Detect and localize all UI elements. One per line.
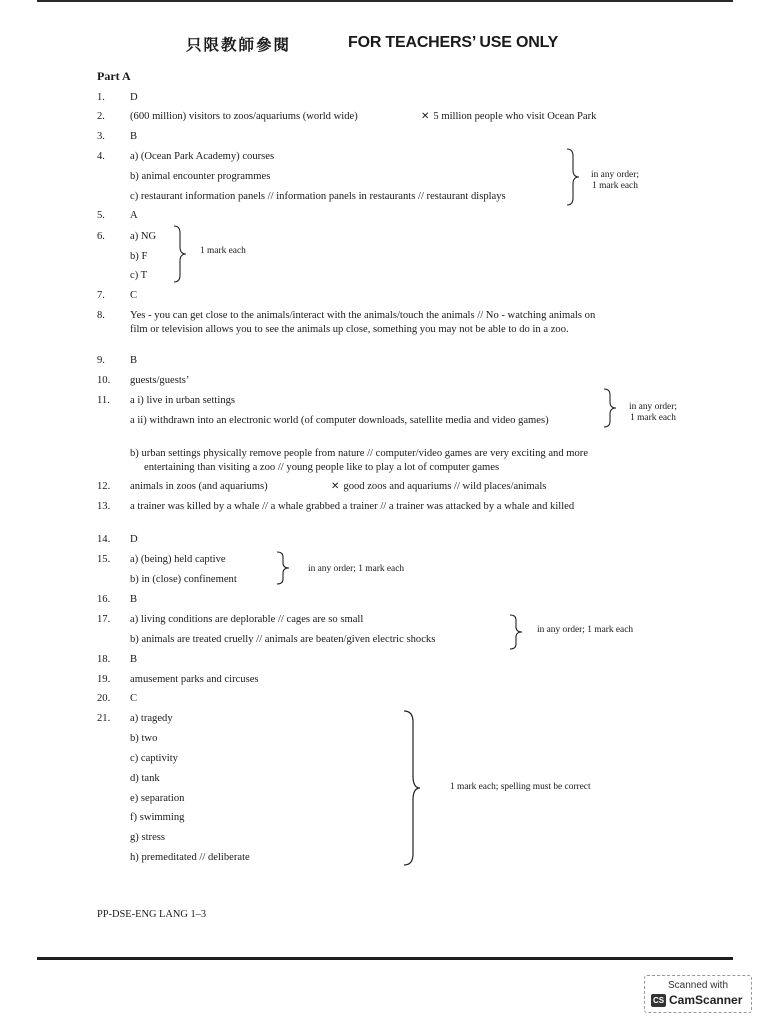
right-curly-brace-icon (173, 225, 187, 283)
marking-note (308, 564, 404, 575)
right-curly-brace-icon (403, 710, 421, 866)
rejected-answer-text: 5 million people who visit Ocean Park (433, 111, 597, 122)
answer-text: B (130, 355, 138, 366)
question-number: 4. (97, 151, 105, 162)
marking-note-text: in any order; 1 mark each (537, 625, 634, 635)
page-header (0, 33, 768, 57)
answer-text: a trainer was killed by a whale // a whale grabbed a trainer // a trainer was attacked by a whale and killed (130, 501, 575, 512)
camscanner-name: CamScanner (669, 993, 743, 1007)
question-number: 9. (97, 355, 105, 366)
answer-text: a) (Ocean Park Academy) courses (130, 151, 275, 162)
right-curly-brace-icon (566, 148, 580, 206)
rejected-answer-text: good zoos and aquariums // wild places/animals (343, 481, 547, 492)
question-number: 16. (97, 594, 111, 605)
question-number: 14. (97, 534, 111, 545)
answer-text: a) NG (130, 231, 157, 242)
marking-note (450, 782, 591, 793)
answer-text: Yes - you can get close to the animals/interact with the animals/touch the animals // No - watching animals on film or television allows you to see the animals up close, something you may not be able to do in a zoo. (130, 310, 596, 335)
answer-text: a) (being) held captive (130, 554, 226, 565)
answer-text: c) captivity (130, 753, 178, 764)
answer-text: b) animal encounter programmes (130, 171, 271, 182)
rejected-answer (421, 110, 596, 124)
scanned-with-label: Scanned with (667, 980, 729, 991)
question-number: 2. (97, 111, 105, 122)
question-number: 7. (97, 290, 105, 301)
answer-text: b) urban settings physically remove people from nature // computer/video games are very exciting and more entertaining than visiting a zoo // young people like to play a lot of computer games (130, 448, 589, 473)
marking-note (584, 170, 646, 192)
right-curly-brace-icon (603, 388, 617, 428)
bottom-rule (37, 957, 733, 960)
answer-text: (600 million) visitors to zoos/aquariums (world wide) (130, 111, 358, 122)
cross-mark-icon: ✕ (331, 481, 340, 492)
marking-note (537, 625, 633, 636)
camscanner-logo-icon: CS (652, 996, 665, 1005)
answer-text: a) living conditions are deplorable // cages are so small (130, 614, 364, 625)
cross-mark-icon: ✕ (421, 111, 430, 122)
right-curly-brace-icon (276, 551, 290, 585)
top-rule (37, 0, 733, 2)
question-number: 15. (97, 554, 111, 565)
question-number: 21. (97, 713, 111, 724)
chinese-title: 只限教師參閱 (186, 36, 292, 54)
answer-text: b) F (130, 251, 148, 262)
answer-text: b) two (130, 733, 158, 744)
answer-text: h) premeditated // deliberate (130, 852, 250, 863)
answer-text: D (130, 534, 138, 545)
part-title: Part A (97, 69, 131, 83)
answer-text: a) tragedy (130, 713, 173, 724)
question-number: 5. (97, 210, 105, 221)
answer-text: b) in (close) confinement (130, 574, 237, 585)
answer-text: B (130, 654, 138, 665)
answer-text: animals in zoos (and aquariums) (130, 481, 268, 492)
question-number: 10. (97, 375, 111, 386)
marking-note-text: in any order; 1 mark each (308, 564, 405, 574)
question-number: 17. (97, 614, 111, 625)
marking-note-text: 1 mark each (200, 246, 246, 256)
english-title: FOR TEACHERS’ USE ONLY (348, 34, 559, 51)
question-number: 11. (97, 395, 110, 406)
answer-text: c) T (130, 270, 148, 281)
answer-text: b) animals are treated cruelly // animals are beaten/given electric shocks (130, 634, 436, 645)
answer-text: D (130, 92, 138, 103)
answer-text: B (130, 594, 138, 605)
answer-text: g) stress (130, 832, 166, 843)
answer-text: guests/guests’ (130, 375, 190, 386)
question-number: 13. (97, 501, 111, 512)
camscanner-badge (644, 975, 752, 1013)
answer-text: d) tank (130, 773, 160, 784)
answer-text: c) restaurant information panels // information panels in restaurants // restaurant displays (130, 191, 506, 202)
marking-note-text: in any order; 1 mark each (591, 170, 639, 191)
question-number: 1. (97, 92, 105, 103)
answer-text: e) separation (130, 793, 185, 804)
answer-text: amusement parks and circuses (130, 674, 259, 685)
answer-text: A (130, 210, 138, 221)
answer-text: a i) live in urban settings (130, 395, 236, 406)
marking-note-text: 1 mark each; spelling must be correct (450, 782, 591, 792)
answer-text: f) swimming (130, 812, 185, 823)
document-footer: PP-DSE-ENG LANG 1–3 (97, 909, 207, 920)
question-number: 12. (97, 481, 111, 492)
question-number: 18. (97, 654, 111, 665)
answer-text: C (130, 693, 138, 704)
marking-note-text: in any order; 1 mark each (629, 402, 677, 423)
question-number: 8. (97, 310, 105, 321)
marking-note (622, 402, 684, 424)
rejected-answer (331, 480, 546, 494)
answer-text: a ii) withdrawn into an electronic world (of computer downloads, satellite media and video games) (130, 415, 549, 426)
question-number: 20. (97, 693, 111, 704)
question-number: 6. (97, 231, 105, 242)
question-number: 3. (97, 131, 105, 142)
right-curly-brace-icon (509, 614, 523, 650)
answer-text: B (130, 131, 138, 142)
answer-text: C (130, 290, 138, 301)
question-number: 19. (97, 674, 111, 685)
marking-note (200, 246, 246, 257)
